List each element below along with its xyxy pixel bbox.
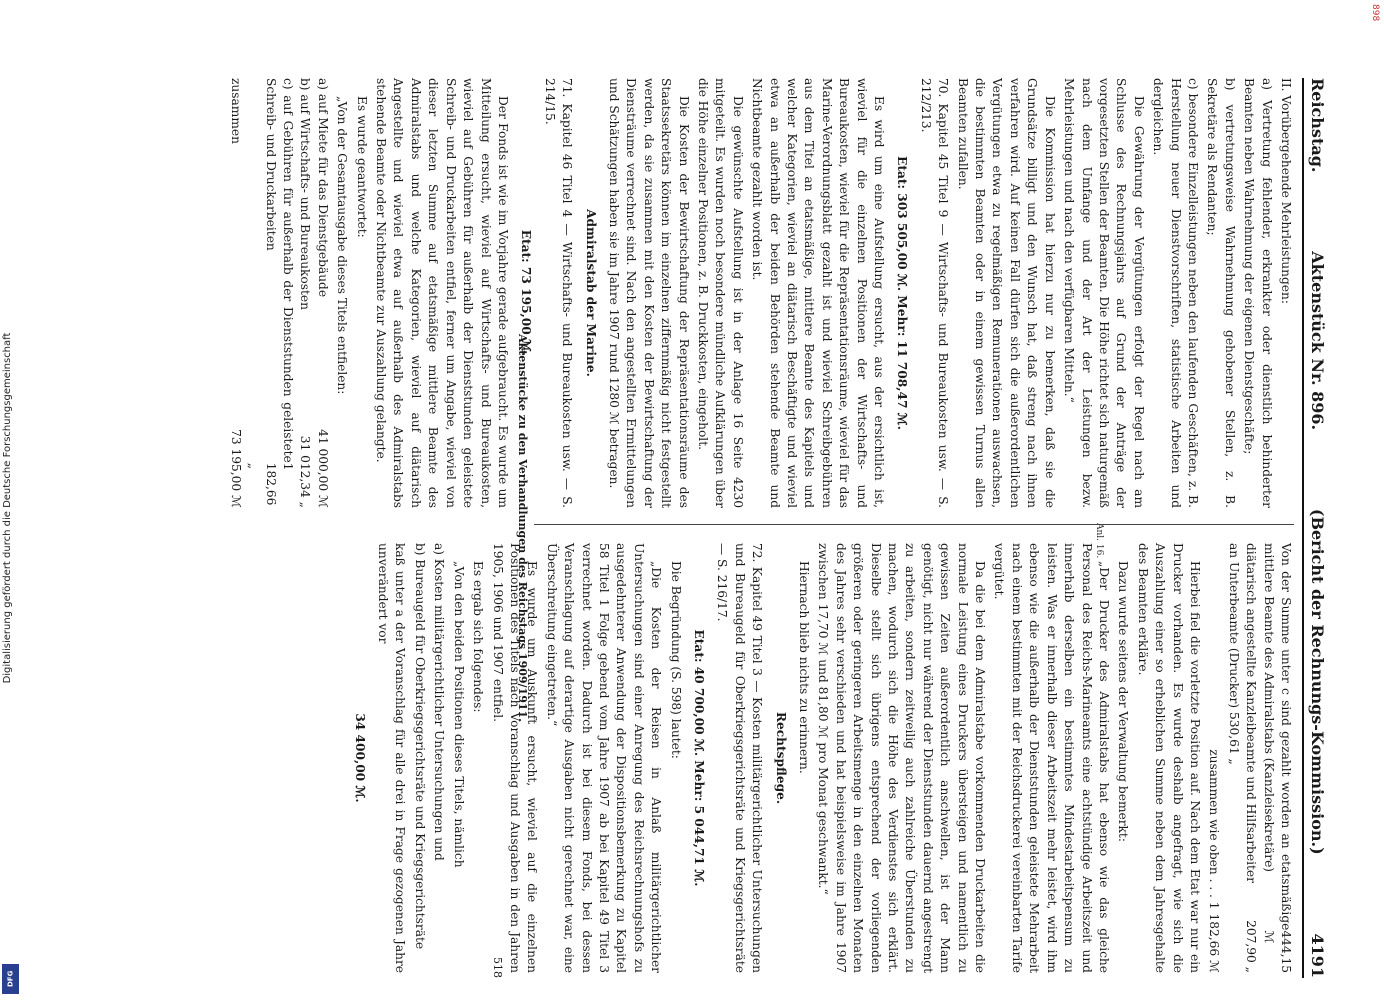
list-item: an Unterbeamte (Drucker) 530,61 „ <box>1226 543 1241 765</box>
header-left: Reichstag. <box>1308 78 1327 173</box>
list-item: c) auf Gebühren für außerhalb der Dienststunden geleistete Schreib- und Druckarbeiten 1 182,66 „ <box>246 78 296 506</box>
corner-mark: 898 <box>1370 4 1380 22</box>
etat-line: Etat: 303 505,00 ℳ. Mehr: 11 708,47 ℳ. <box>895 156 910 430</box>
column-divider <box>534 524 1294 525</box>
paragraph: Hiernach blieb nichts zu erinnern. <box>797 561 812 774</box>
paragraph: Die Begründung (S. 598) lautet: <box>668 561 683 759</box>
etat-line: Etat: 73 195,00 ℳ. <box>519 229 534 357</box>
list-item: Von der Summe unter c sind gezahlt worden an etatsmäßige mittlere Beamte des Admiralstabs (Kanzleisekretäre) 444,15 ℳ <box>1261 543 1293 973</box>
paragraph: Die Gewährung der Vergütungen erfolgt der Regel nach am Schlusse des Rechnungsjahrs auf Grund der Anträge der vorgesetzten Stellen der Beamten. Die Höhe richtet sich naturgemäß nach dem Umfange und der Art der Leistungen bezw. Mehrleistungen und nach den verfügbaren Mitteln.“ <box>1062 78 1146 508</box>
paragraph: Es wurde geantwortet: <box>354 96 369 238</box>
header-page-number: 4191 <box>1308 933 1327 978</box>
paragraph: „Von den beiden Positionen dieses Titels, nämlich <box>451 561 466 868</box>
paragraph: Es ergab sich folgendes: <box>471 561 486 713</box>
dfg-logo: DFG <box>2 964 19 994</box>
sum-line: 34 400,00 ℳ. <box>352 713 367 803</box>
list-item: a) Kosten militärgerichtlicher Untersuchungen und <box>432 543 447 861</box>
list-item: a) auf Miete für das Dienstgebäude 41 000,00 ℳ <box>315 78 330 508</box>
section-heading: 70. Kapitel 45 Titel 9 — Wirtschafts- und Bureaukosten usw. — S. 212/213. <box>918 78 951 508</box>
page-header <box>1302 78 1344 978</box>
document-page <box>64 78 1344 978</box>
digitization-credit-strip <box>0 0 22 1000</box>
header-center: Aktenstück Nr. 896. <box>1308 251 1327 431</box>
paragraph: Die Kommission hat hierzu nur zu bemerken, daß sie die Grundsätze billigt und den Wunsch hat, daß streng nach ihnen verfahren wird. Auf keinen Fall dürfen sich die außerordentlichen Vergütungen etwa zu regelmäßigen Remunerationen auswachsen, die bestimmten Beamten oder in einem gewissen Turnus allen Beamten zufallen. <box>955 78 1057 508</box>
paragraph: c) besondere Einzelleistungen neben den laufenden Geschäften, z. B. Herstellung neuer Dienstvorschriften, statistische Arbeiten und dergleichen. <box>1151 78 1200 508</box>
paragraph: „Die Kosten der Reisen in Anlaß militärgerichtlicher Untersuchungen sind einer Anregung des Reichsrechnungshofs zu ausgedehnterer Anwendung der Dispositionsbemerkung zu Kapitel 58 Titel 1 Folge gebend vom Jahre 1907 ab bei Kapitel 49 Titel 3 verrechnet worden. Dadurch ist bei diesem Fonds, bei dessen Veranschlagung auf derartige Ausgaben nicht gerechnet war, eine Überschreitung eingetreten.“ <box>544 543 664 973</box>
paragraph: „Von der Gesamtausgabe dieses Titels entfielen: <box>335 96 350 395</box>
list-item: diätarisch angestellte Kanzleibeamte und Hilfsarbeiter 207,90 „ <box>1244 543 1259 973</box>
list-item: b) Bureaugeld für Oberkriegsgerichtsräte und Kriegsgerichtsräte <box>412 543 427 950</box>
etat-line: Etat: 40 700,00 ℳ. Mehr: 5 044,71 ℳ. <box>692 629 706 887</box>
page-footer: Aktenstücke zu den Verhandlungen des Reichstags 1909/1911. <box>516 334 529 722</box>
first-column <box>226 78 1294 508</box>
paragraph: Es wird um eine Aufstellung ersucht, aus der ersichtlich ist, wieviel für die einzelnen Positionen der Wirtschafts- und Bureaukosten, wieviel für die Repräsentationsräume, wieviel für das Marine-Verordnungsblatt gezahlt ist und wieviel Schreibgebühren aus dem Titel an etatsmäßige, mittlere Beamte des Kapitels und welcher Kategorien, wieviel an diätarisch Beschäftigte und wieviel etwa an außerhalb der beiden Behörden stehende Beamte und Nichtbeamte gezahlt worden ist. <box>750 78 887 508</box>
paragraph: „Der Drucker des Admiralstabs hat ebenso wie das gleiche Personal des Reichs-Marineamts eine achtstündige Arbeitszeit und innerhalb derselben ein bestimmtes Mindestarbeitspensum zu leisten. Was er innerhalb dieser Arbeitszeit mehr leistet, wird ihm ebenso wie die außerhalb der Dienststunden geleistete Mehrarbeit nach einem bestimmten mit der Reichsdruckerei vereinbarten Tarife vergütet. <box>992 543 1111 973</box>
list-item: b) auf Wirtschafts- und Bureaukosten 31 012,34 „ <box>298 78 313 508</box>
paragraph: kaß unter a der Voranschlag für alle drei in Frage gezogenen Jahre unverändert vor <box>376 543 408 973</box>
paragraph: II. Vorübergehende Mehrleistungen: <box>1279 78 1293 304</box>
second-column <box>344 543 1294 973</box>
subsection-title: Rechtspflege. <box>773 711 788 805</box>
paragraph: b) vertretungsweise Wahrnehmung gehobener Stellen, z. B. Sekretäre als Rendanten; <box>1205 78 1237 508</box>
page-number: 518 <box>491 957 504 978</box>
paragraph: Die Kosten der Bewirtschaftung der Repräsentationsräume des Staatssekretärs können im einzelnen ziffernmäßig nicht festgestellt werden, da sie zusammen mit den Kosten der Bewirtschaftung der Diensträume verrechnet sind. Nach den angestellten Ermittelungen und Schätzungen haben sie im Jahre 1907 rund 1280 ℳ betragen. <box>606 78 691 508</box>
sum-line: zusammen wie oben . . . 1 182,66 ℳ <box>1207 749 1222 973</box>
paragraph: Hierbei fiel die vorletzte Position auf. Nach dem Etat war nur ein Drucker vorhanden. Es wurde deshalb angefragt, wie sich die Auszahlung einer so erheblichen Summe neben dem Jahresgehalte des Beamten erkläre. <box>1135 543 1202 973</box>
paragraph: Die gewünschte Aufstellung ist in der Anlage 16 Seite 4230 mitgeteilt. Es wurden noch besondere mündliche Aufklärungen über die Höhe einzelner Positionen, z. B. Druckkosten, eingeholt. <box>696 78 745 508</box>
margin-note: Anl. 16. <box>1094 523 1104 559</box>
subsection-title: Admiralstab der Marine. <box>583 209 598 377</box>
paragraph: Da die bei dem Admiralstabe vorkommenden Druckarbeiten die normale Leistung eines Druckers übersteigen und namentlich zu gewissen Zeiten außerordentlich anschwellen, ist der Mann genötigt, nicht nur während der Dienststunden dauernd angestrengt zu arbeiten, sondern zeitweilig auch zahlreiche Überstunden zu machen, wodurch sich die Höhe des Verdienstes sich erklärt. Dieselbe stellt sich übrigens entsprechend der vorliegenden größeren oder geringeren Arbeitsmenge in den einzelnen Monaten des Jahres sehr verschieden und hat beispielsweise im Jahre 1907 zwischen 17,70 ℳ und 81,80 ℳ pro Monat geschwankt.“ <box>816 543 988 973</box>
header-center2: (Bericht der Rechnungs-Kommission.) <box>1308 508 1327 855</box>
paragraph: Es wurde um Auskunft ersucht, wieviel auf die einzelnen Positionen des Titels nach Voranschlag und Ausgaben in den Jahren 1905, 1906 und 1907 entfiel. <box>490 543 540 973</box>
paragraph: a) Vertretung fehlender, erkrankter oder dienstlich behinderter Beamten neben Wahrnehmung der eigenen Dienstgeschäfte; <box>1242 78 1274 508</box>
digitization-credit: Digitalisierung gefördert durch die Deutsche Forschungsgemeinschaft <box>2 332 13 684</box>
section-heading: 71. Kapitel 46 Titel 4 — Wirtschafts- und Bureaukosten usw. — S. 214/15. <box>542 78 575 508</box>
sum-line: zusammen 73 195,00 ℳ <box>228 78 243 508</box>
paragraph: Der Fonds ist wie im Vorjahre gerade aufgebraucht. Es wurde um Mitteilung ersucht, wieviel auf Wirtschafts- und Bureaukosten, wieviel auf Gebühren für außerhalb der Dienststunden geleistete Schreib- und Druckarbeiten entfiel, ferner um Angabe, wieviel von dieser letzten Summe auf etatsmäßige mittlere Beamte des Admiralstabs und welche Kategorien, wieviel auf diätarisch Angestellte und wieviel etwa auf außerhalb des Admiralstabs stehende Beamte oder Nichtbeamte zur Auszahlung gelangte. <box>374 78 510 508</box>
section-heading: 72. Kapitel 49 Titel 3 — Kosten militärgerichtlicher Untersuchungen und Bureaugeld für Oberkriegsgerichtsräte und Kriegsgerichtsräte — S. 216/17. <box>715 543 765 973</box>
paragraph: Dazu wurde seitens der Verwaltung bemerkt: <box>1116 561 1131 842</box>
